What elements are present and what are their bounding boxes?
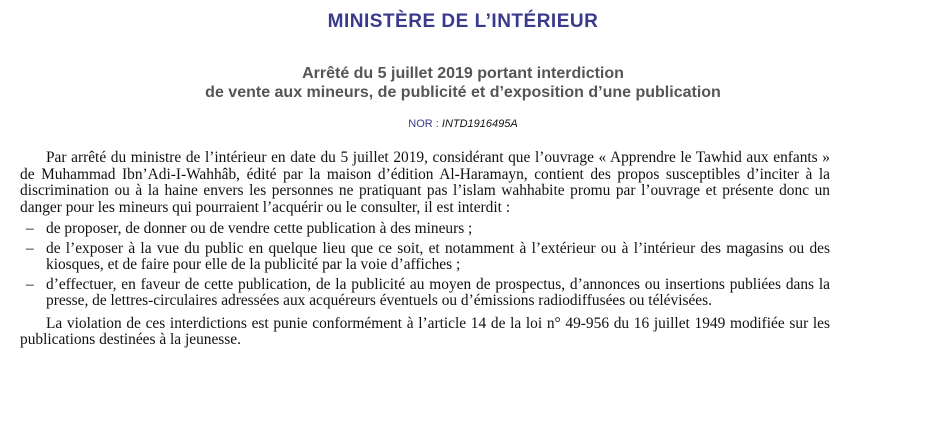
list-item (20, 277, 830, 310)
list-item (20, 241, 830, 274)
decree-title-line-2: de vente aux mineurs, de publicité et d’exposition d’une publication (205, 84, 721, 101)
list-item (20, 221, 830, 238)
nor-label: NOR : (408, 118, 439, 130)
decree-title-line-1: Arrêté du 5 juillet 2019 portant interdiction (302, 65, 624, 82)
ministry-heading: MINISTÈRE DE L’INTÉRIEUR (327, 11, 599, 32)
prohibitions-list (20, 221, 830, 310)
decree-title (0, 64, 926, 102)
nor-reference (0, 118, 926, 130)
intro-paragraph: Par arrêté du ministre de l’intérieur en date du 5 juillet 2019, considérant que l’ouvrage « Apprendre le Tawhid aux enfants » de Muhammad Ibn’Adi-I-Wahhâb, édité par la maison d’édition Al-Haramayn, contient des propos susceptibles d’inciter à la discrimination ou à la haine envers les personnes ne pratiquant pas l’islam wahhabite promu par l’ouvrage et présente donc un danger pour les mineurs qui pourraient l’acquérir ou le consulter, il est interdit : (20, 149, 830, 216)
decree-body (20, 150, 830, 349)
list-item-text: d’effectuer, en faveur de cette publication, de la publicité au moyen de prospectus, d’annonces ou insertions publiées dans la presse, de lettres-circulaires adressées aux acquéreurs éventuels ou d’émissions radiodiffusées ou télévisées. (46, 275, 830, 309)
dash-marker: – (26, 239, 34, 257)
penalty-paragraph: La violation de ces interdictions est punie conformément à l’article 14 de la loi n° 49-956 du 16 juillet 1949 modifiée sur les publications destinées à la jeunesse. (20, 314, 830, 348)
nor-value: INTD1916495A (441, 118, 518, 130)
list-item-text: de l’exposer à la vue du public en quelque lieu que ce soit, et notamment à l’extérieur ou à l’intérieur des magasins ou des kiosques, et de faire pour elle de la publicité par la voie d’affiches ; (46, 239, 830, 273)
list-item-text: de proposer, de donner ou de vendre cette publication à des mineurs ; (46, 220, 473, 237)
dash-marker: – (26, 275, 34, 293)
dash-marker: – (26, 220, 34, 237)
